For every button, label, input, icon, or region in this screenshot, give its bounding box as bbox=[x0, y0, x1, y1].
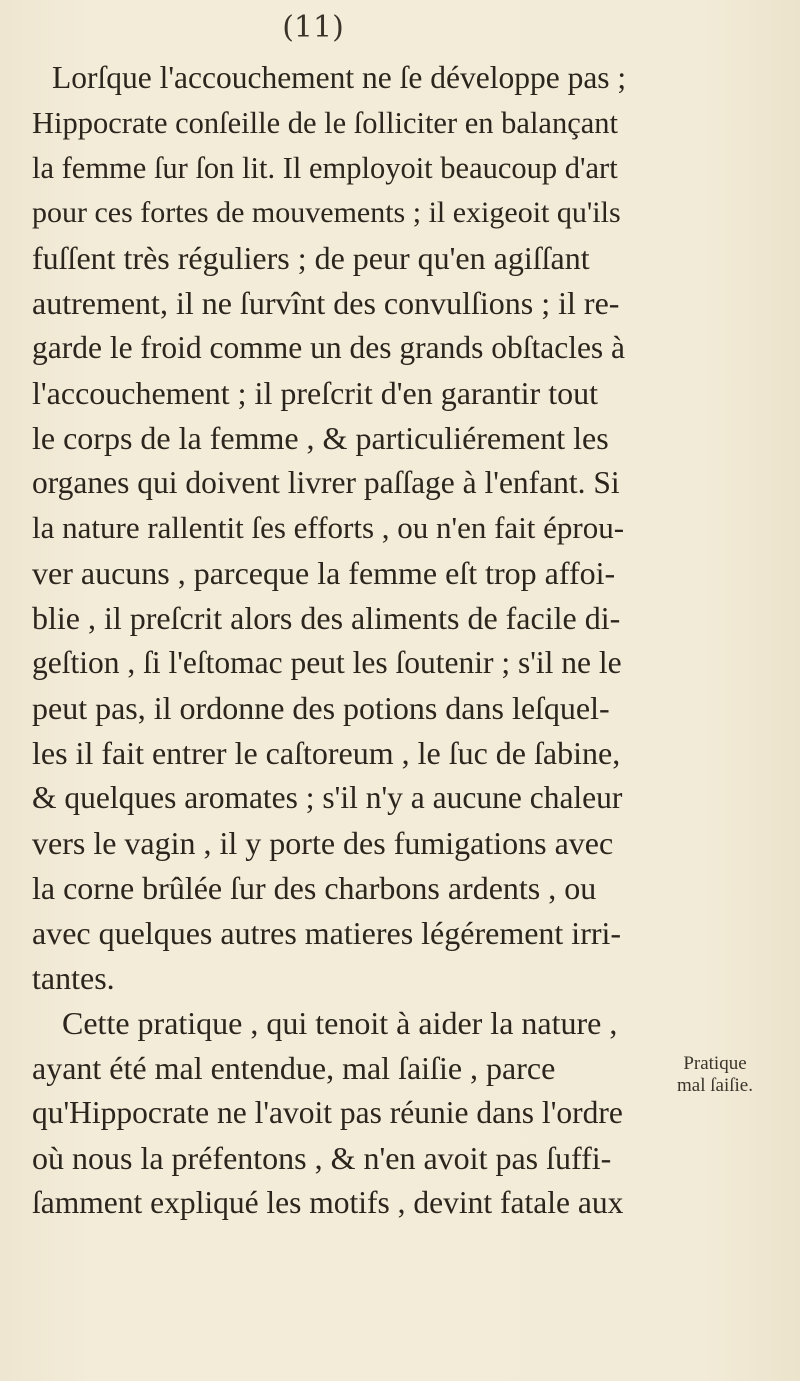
body-line-21: tantes. bbox=[32, 960, 115, 996]
body-line-22: Cette pratique , qui tenoit à aider la nature , bbox=[62, 1005, 618, 1041]
body-line-25: où nous la préfentons , & n'en avoit pas ſuffi- bbox=[32, 1140, 612, 1176]
body-line-4: pour ces fortes de mouvements ; il exigeoit qu'ils bbox=[32, 196, 621, 229]
body-line-18: vers le vagin , il y porte des fumigations avec bbox=[32, 825, 614, 861]
body-line-6: autrement, il ne ſurvînt des convulſions ; il re- bbox=[32, 285, 620, 321]
body-line-7: garde le froid comme un des grands obſtacles à bbox=[32, 330, 626, 365]
body-line-11: la nature rallentit ſes efforts , ou n'en fait éprou- bbox=[32, 510, 625, 545]
body-line-10: organes qui doivent livrer paſſage à l'enfant. Si bbox=[32, 465, 620, 500]
page-number: (11) bbox=[282, 10, 344, 45]
body-line-26: ſamment expliqué les motifs , devint fatale aux bbox=[32, 1185, 624, 1220]
margin-note-line-1: Pratique bbox=[683, 1053, 747, 1074]
body-line-12: ver aucuns , parceque la femme eſt trop affoi- bbox=[32, 555, 616, 591]
body-line-3: la femme ſur ſon lit. Il employoit beaucoup d'art bbox=[32, 151, 618, 185]
body-line-9: le corps de la femme , & particuliérement les bbox=[32, 420, 609, 456]
body-line-20: avec quelques autres matieres légérement irri- bbox=[32, 915, 622, 951]
margin-note-line-2: mal ſaiſie. bbox=[677, 1075, 753, 1096]
body-line-16: les il fait entrer le caſtoreum , le ſuc de ſabine, bbox=[32, 735, 621, 771]
body-line-15: peut pas, il ordonne des potions dans leſquel- bbox=[32, 690, 610, 726]
body-line-1: Lorſque l'accouchement ne ſe développe pas ; bbox=[52, 60, 627, 95]
body-line-2: Hippocrate conſeille de le ſolliciter en balançant bbox=[32, 106, 619, 140]
body-line-13: blie , il preſcrit alors des aliments de facile di- bbox=[32, 600, 621, 636]
body-line-17: & quelques aromates ; s'il n'y a aucune chaleur bbox=[32, 780, 623, 815]
body-line-14: geſtion , ſi l'eſtomac peut les ſoutenir ; s'il ne le bbox=[32, 645, 622, 680]
body-line-19: la corne brûlée ſur des charbons ardents , ou bbox=[32, 870, 597, 906]
body-line-23: ayant été mal entendue, mal ſaiſie , parce bbox=[32, 1050, 556, 1086]
body-line-8: l'accouchement ; il preſcrit d'en garantir tout bbox=[32, 375, 598, 411]
body-line-24: qu'Hippocrate ne l'avoit pas réunie dans l'ordre bbox=[32, 1095, 623, 1130]
body-line-5: fuſſent très réguliers ; de peur qu'en agiſſant bbox=[32, 240, 590, 276]
